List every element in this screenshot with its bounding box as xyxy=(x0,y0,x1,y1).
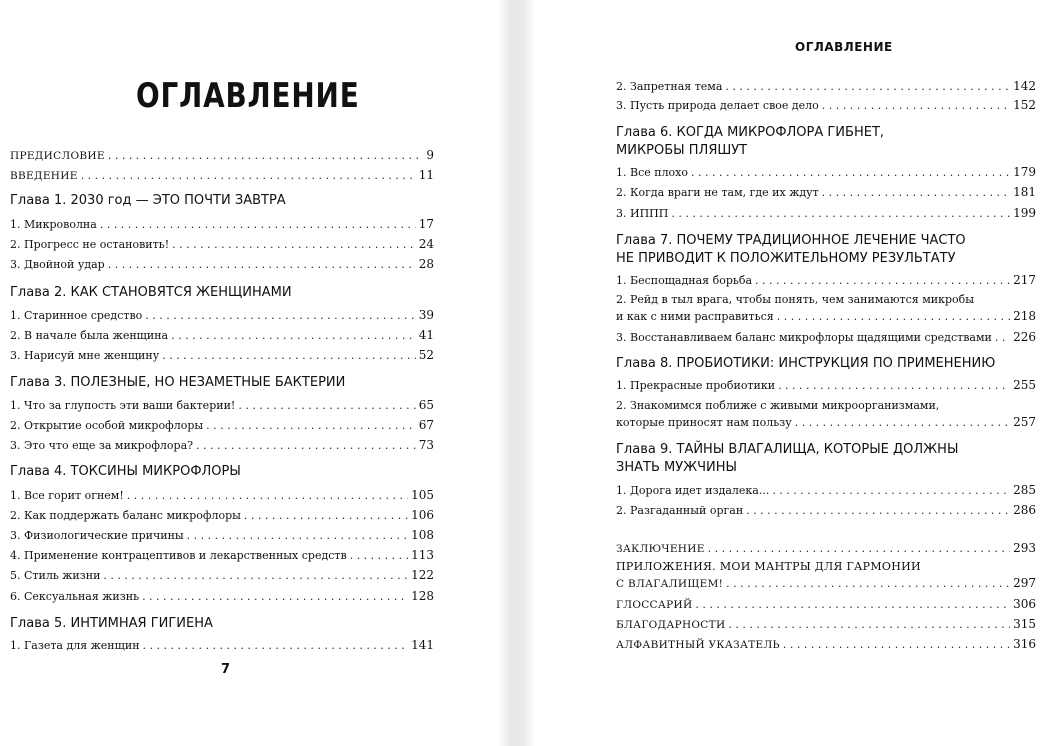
entry-label: 3. Это что еще за микрофлора? xyxy=(10,439,194,452)
chapter-heading[interactable]: Глава 9. ТАЙНЫ ВЛАГАЛИЩА, КОТОРЫЕ ДОЛЖНЫ xyxy=(616,442,959,457)
chapter-heading[interactable]: Глава 8. ПРОБИОТИКИ: ИНСТРУКЦИЯ ПО ПРИМЕНЕНИЮ xyxy=(616,356,996,371)
toc-entry[interactable] xyxy=(616,617,1036,632)
toc-entry[interactable] xyxy=(616,541,1036,556)
dot-leader xyxy=(171,329,416,343)
dot-leader xyxy=(103,569,408,583)
page-ref: 142 xyxy=(1013,79,1036,93)
entry-label: 2. Открытие особой микрофлоры xyxy=(10,419,204,432)
toc-entry[interactable] xyxy=(10,589,434,604)
dot-leader xyxy=(244,509,408,523)
left-page xyxy=(0,0,512,746)
dot-leader xyxy=(671,207,1010,221)
toc-entry[interactable] xyxy=(10,328,434,343)
page-ref: 217 xyxy=(1013,273,1036,287)
entry-label: 1. Дорога идет издалека... xyxy=(616,484,770,497)
page-ref: 152 xyxy=(1013,98,1036,112)
dot-leader xyxy=(795,416,1010,430)
entry-label: С ВЛАГАЛИЩЕМ! xyxy=(616,578,724,590)
entry-label: 3. Пусть природа делает свое дело xyxy=(616,99,819,112)
entry-label: БЛАГОДАРНОСТИ xyxy=(616,619,726,631)
chapter-heading-cont[interactable]: ЗНАТЬ МУЖЧИНЫ xyxy=(616,460,738,475)
toc-entry[interactable] xyxy=(10,257,434,272)
toc-entry[interactable] xyxy=(10,568,434,583)
toc-entry[interactable] xyxy=(10,168,434,183)
toc-entry[interactable] xyxy=(616,330,1036,345)
entry-label: 2. Когда враги не там, где их ждут xyxy=(616,186,819,199)
toc-entry[interactable] xyxy=(616,206,1036,221)
page-ref: 297 xyxy=(1013,576,1036,590)
entry-label: 1. Газета для женщин xyxy=(10,639,140,652)
page-ref: 181 xyxy=(1013,185,1036,199)
toc-entry[interactable] xyxy=(10,148,434,163)
entry-label: 1. Беспощадная борьба xyxy=(616,274,753,287)
page-ref: 17 xyxy=(418,217,434,231)
dot-leader xyxy=(206,419,416,433)
entry-label: 3. Нарисуй мне женщину xyxy=(10,349,160,362)
toc-entry[interactable] xyxy=(10,508,434,523)
toc-entry[interactable] xyxy=(10,348,434,363)
dot-leader xyxy=(108,258,416,272)
entry-label: ВВЕДЕНИЕ xyxy=(10,170,78,182)
gutter-shadow-right xyxy=(524,0,536,746)
page-ref: 315 xyxy=(1013,617,1036,631)
chapter-heading[interactable]: Глава 7. ПОЧЕМУ ТРАДИЦИОННОЕ ЛЕЧЕНИЕ ЧАСТО xyxy=(616,233,966,248)
chapter-heading[interactable]: Глава 1. 2030 год — ЭТО ПОЧТИ ЗАВТРА xyxy=(10,193,286,208)
right-page xyxy=(524,0,1052,746)
toc-title: ОГЛАВЛЕНИЕ xyxy=(136,76,360,116)
dot-leader xyxy=(822,186,1010,200)
entry-label: 3. Физиологические причины xyxy=(10,529,184,542)
toc-entry[interactable] xyxy=(616,98,1036,113)
entry-label: 2. Запретная тема xyxy=(616,80,723,93)
page-ref: 9 xyxy=(426,148,434,162)
toc-entry[interactable] xyxy=(10,217,434,232)
toc-entry[interactable] xyxy=(10,237,434,252)
dot-leader xyxy=(691,166,1010,180)
dot-leader xyxy=(778,379,1010,393)
running-head: ОГЛАВЛЕНИЕ xyxy=(795,40,893,54)
dot-leader xyxy=(196,439,416,453)
page-ref: 285 xyxy=(1013,483,1036,497)
page-ref: 179 xyxy=(1013,165,1036,179)
toc-entry[interactable] xyxy=(10,398,434,413)
dot-leader xyxy=(145,309,415,323)
entry-label: 3. ИППП xyxy=(616,207,669,220)
dot-leader xyxy=(127,489,408,503)
dot-leader xyxy=(81,169,416,183)
dot-leader xyxy=(108,149,424,163)
entry-label: 1. Все горит огнем! xyxy=(10,489,124,502)
dot-leader xyxy=(708,542,1010,556)
chapter-heading[interactable]: Глава 3. ПОЛЕЗНЫЕ, НО НЕЗАМЕТНЫЕ БАКТЕРИИ xyxy=(10,375,346,390)
toc-entry[interactable] xyxy=(10,488,434,503)
toc-entry[interactable] xyxy=(616,309,1036,324)
toc-entry[interactable] xyxy=(10,638,434,653)
entry-label: 1. Прекрасные пробиотики xyxy=(616,379,776,392)
page-ref: 293 xyxy=(1013,541,1036,555)
page-ref: 65 xyxy=(418,398,434,412)
page-ref: 128 xyxy=(411,589,434,603)
page-ref: 141 xyxy=(411,638,434,652)
page-ref: 67 xyxy=(418,418,434,432)
dot-leader xyxy=(995,331,1010,345)
entry-label: 6. Сексуальная жизнь xyxy=(10,590,140,603)
dot-leader xyxy=(143,639,409,653)
chapter-heading[interactable]: Глава 5. ИНТИМНАЯ ГИГИЕНА xyxy=(10,616,213,631)
page-ref: 218 xyxy=(1013,309,1036,323)
toc-entry[interactable] xyxy=(616,185,1036,200)
chapter-heading[interactable]: Глава 6. КОГДА МИКРОФЛОРА ГИБНЕТ, xyxy=(616,125,885,140)
dot-leader xyxy=(726,577,1010,591)
page-ref: 108 xyxy=(411,528,434,542)
toc-entry-line1[interactable]: 2. Знакомимся поближе с живыми микроорганизмами, xyxy=(616,399,940,412)
page-ref: 52 xyxy=(418,348,434,362)
page-ref: 306 xyxy=(1013,597,1036,611)
dot-leader xyxy=(142,590,408,604)
toc-entry[interactable] xyxy=(616,597,1036,612)
dot-leader xyxy=(695,598,1010,612)
entry-label: 2. В начале была женщина xyxy=(10,329,169,342)
toc-entry[interactable] xyxy=(10,548,434,563)
page-ref: 39 xyxy=(418,308,434,322)
page-ref: 105 xyxy=(411,488,434,502)
toc-entry[interactable] xyxy=(616,273,1036,288)
page-ref: 316 xyxy=(1013,637,1036,651)
entry-label: и как с ними расправиться xyxy=(616,310,774,323)
dot-leader xyxy=(822,99,1010,113)
toc-entry-line1[interactable]: ПРИЛОЖЕНИЯ. МОИ МАНТРЫ ДЛЯ ГАРМОНИИ xyxy=(616,560,921,573)
entry-label: ЗАКЛЮЧЕНИЕ xyxy=(616,543,705,555)
dot-leader xyxy=(162,349,416,363)
dot-leader xyxy=(783,638,1010,652)
page-ref: 286 xyxy=(1013,503,1036,517)
dot-leader xyxy=(772,484,1010,498)
toc-entry[interactable] xyxy=(616,415,1036,430)
entry-label: 2. Разгаданный орган xyxy=(616,504,744,517)
dot-leader xyxy=(187,529,408,543)
entry-label: 1. Микроволна xyxy=(10,218,97,231)
chapter-heading[interactable]: Глава 2. КАК СТАНОВЯТСЯ ЖЕНЩИНАМИ xyxy=(10,285,292,300)
gutter-shadow xyxy=(498,0,512,746)
page-ref: 24 xyxy=(418,237,434,251)
page-ref: 257 xyxy=(1013,415,1036,429)
toc-entry[interactable] xyxy=(616,378,1036,393)
toc-entry[interactable] xyxy=(10,418,434,433)
page-ref: 113 xyxy=(411,548,434,562)
dot-leader xyxy=(725,80,1010,94)
toc-entry[interactable] xyxy=(10,438,434,453)
chapter-heading[interactable]: Глава 4. ТОКСИНЫ МИКРОФЛОРЫ xyxy=(10,464,241,479)
page-ref: 11 xyxy=(418,168,434,182)
dot-leader xyxy=(172,238,416,252)
entry-label: 1. Старинное средство xyxy=(10,309,143,322)
page-ref: 73 xyxy=(418,438,434,452)
dot-leader xyxy=(238,399,415,413)
entry-label: 3. Двойной удар xyxy=(10,258,105,271)
toc-entry[interactable] xyxy=(616,503,1036,518)
entry-label: 2. Как поддержать баланс микрофлоры xyxy=(10,509,241,522)
page-ref: 41 xyxy=(418,328,434,342)
entry-label: 3. Восстанавливаем баланс микрофлоры щадящими средствами xyxy=(616,331,992,344)
chapter-heading-cont[interactable]: НЕ ПРИВОДИТ К ПОЛОЖИТЕЛЬНОМУ РЕЗУЛЬТАТУ xyxy=(616,251,956,266)
toc-entry[interactable] xyxy=(616,79,1036,94)
entry-label: которые приносят нам пользу xyxy=(616,416,792,429)
page-ref: 122 xyxy=(411,568,434,582)
page-ref: 106 xyxy=(411,508,434,522)
toc-entry[interactable] xyxy=(10,528,434,543)
entry-label: 2. Прогресс не остановить! xyxy=(10,238,170,251)
toc-entry[interactable] xyxy=(616,637,1036,652)
page-ref: 28 xyxy=(418,257,434,271)
chapter-heading-cont[interactable]: МИКРОБЫ ПЛЯШУТ xyxy=(616,143,748,158)
entry-label: 1. Все плохо xyxy=(616,166,689,179)
toc-entry-line1[interactable]: 2. Рейд в тыл врага, чтобы понять, чем занимаются микробы xyxy=(616,293,975,306)
page-ref: 199 xyxy=(1013,206,1036,220)
dot-leader xyxy=(777,310,1010,324)
entry-label: 4. Применение контрацептивов и лекарственных средств xyxy=(10,549,347,562)
dot-leader xyxy=(755,274,1010,288)
toc-entry[interactable] xyxy=(10,308,434,323)
entry-label: ГЛОССАРИЙ xyxy=(616,599,693,611)
dot-leader xyxy=(350,549,408,563)
toc-entry[interactable] xyxy=(616,576,1036,591)
entry-label: 1. Что за глупость эти ваши бактерии! xyxy=(10,399,236,412)
page-number: 7 xyxy=(221,662,231,677)
dot-leader xyxy=(728,618,1010,632)
entry-label: ПРЕДИСЛОВИЕ xyxy=(10,150,105,162)
toc-entry[interactable] xyxy=(616,165,1036,180)
dot-leader xyxy=(100,218,416,232)
page-ref: 255 xyxy=(1013,378,1036,392)
dot-leader xyxy=(746,504,1010,518)
entry-label: АЛФАВИТНЫЙ УКАЗАТЕЛЬ xyxy=(616,639,780,651)
toc-entry[interactable] xyxy=(616,483,1036,498)
entry-label: 5. Стиль жизни xyxy=(10,569,101,582)
page-ref: 226 xyxy=(1013,330,1036,344)
